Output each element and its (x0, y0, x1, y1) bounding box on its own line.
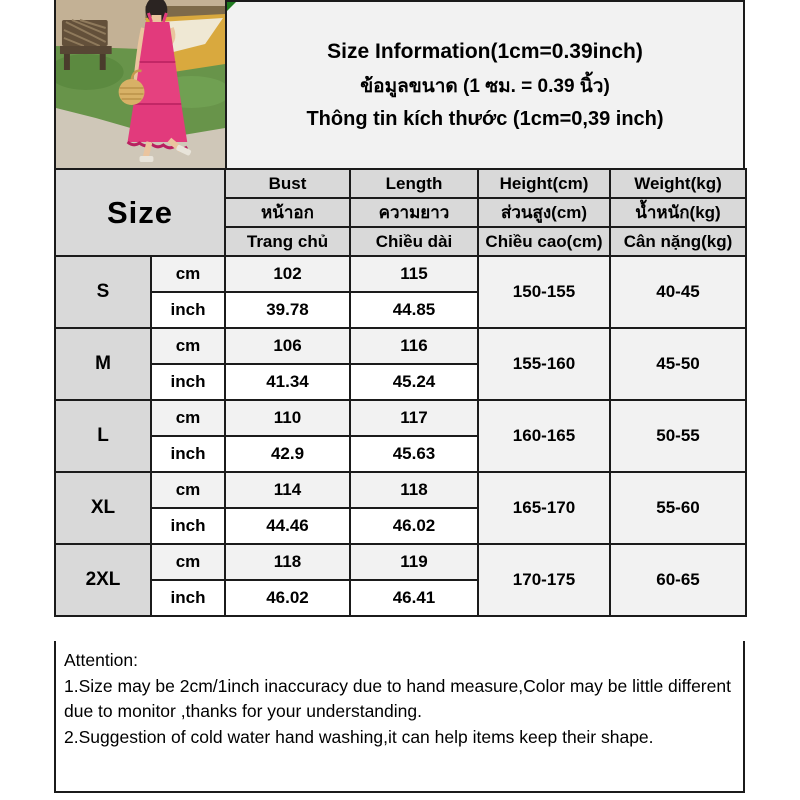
title-vietnamese: Thông tin kích thước (1cm=0,39 inch) (306, 107, 664, 130)
col-weight-vi: Cân nặng(kg) (610, 227, 746, 256)
unit-cm-label: cm (151, 328, 225, 364)
height-2xl: 170-175 (478, 544, 610, 616)
col-length-th: ความยาว (350, 198, 478, 227)
row-m-cm (55, 328, 746, 364)
row-xl-cm (55, 472, 746, 508)
length-inch-s: 44.85 (350, 292, 478, 328)
col-bust-en: Bust (225, 169, 350, 198)
height-xl: 165-170 (478, 472, 610, 544)
unit-cm-label: cm (151, 256, 225, 292)
col-length-vi: Chiều dài (350, 227, 478, 256)
unit-inch-label: inch (151, 292, 225, 328)
size-cell-m: M (55, 328, 151, 400)
col-bust-th: หน้าอก (225, 198, 350, 227)
attention-note (54, 641, 745, 793)
height-l: 160-165 (478, 400, 610, 472)
unit-inch-label: inch (151, 580, 225, 616)
bust-inch-s: 39.78 (225, 292, 350, 328)
bust-cm-2xl: 118 (225, 544, 350, 580)
bust-cm-s: 102 (225, 256, 350, 292)
size-table (54, 168, 747, 617)
attention-heading: Attention: (64, 650, 138, 670)
unit-inch-label: inch (151, 436, 225, 472)
bust-inch-l: 42.9 (225, 436, 350, 472)
bust-inch-2xl: 46.02 (225, 580, 350, 616)
weight-2xl: 60-65 (610, 544, 746, 616)
col-height-vi: Chiều cao(cm) (478, 227, 610, 256)
length-cm-m: 116 (350, 328, 478, 364)
title-english: Size Information(1cm=0.39inch) (327, 39, 643, 63)
size-cell-2xl: 2XL (55, 544, 151, 616)
length-cm-2xl: 119 (350, 544, 478, 580)
col-height-th: ส่วนสูง(cm) (478, 198, 610, 227)
weight-xl: 55-60 (610, 472, 746, 544)
attention-line-2: 2.Suggestion of cold water hand washing,it can help items keep their shape. (64, 726, 654, 747)
size-header: Size (55, 169, 225, 256)
col-weight-th: น้ำหนัก(kg) (610, 198, 746, 227)
model-in-pink-dress-illustration (56, 0, 225, 168)
row-s-cm (55, 256, 746, 292)
title-thai: ข้อมูลขนาด (1 ซม. = 0.39 นิ้ว) (360, 75, 610, 97)
size-cell-s: S (55, 256, 151, 328)
length-inch-2xl: 46.41 (350, 580, 478, 616)
attention-line-1: 1.Size may be 2cm/1inch inaccuracy due to hand measure,Color may be little different due to monitor ,thanks for your understanding. (64, 675, 731, 721)
size-cell-l: L (55, 400, 151, 472)
size-cell-xl: XL (55, 472, 151, 544)
bust-cm-xl: 114 (225, 472, 350, 508)
weight-l: 50-55 (610, 400, 746, 472)
length-cm-xl: 118 (350, 472, 478, 508)
header-row-en (55, 169, 746, 198)
comment-marker-icon (227, 2, 236, 11)
length-inch-m: 45.24 (350, 364, 478, 400)
length-inch-l: 45.63 (350, 436, 478, 472)
weight-m: 45-50 (610, 328, 746, 400)
height-m: 155-160 (478, 328, 610, 400)
product-photo (54, 0, 225, 168)
bust-cm-l: 110 (225, 400, 350, 436)
bust-inch-xl: 44.46 (225, 508, 350, 544)
unit-cm-label: cm (151, 472, 225, 508)
col-bust-vi: Trang chủ (225, 227, 350, 256)
sandal (140, 156, 154, 162)
leg (145, 142, 149, 158)
bust-cm-m: 106 (225, 328, 350, 364)
length-cm-l: 117 (350, 400, 478, 436)
unit-cm-label: cm (151, 544, 225, 580)
col-length-en: Length (350, 169, 478, 198)
title-block (225, 0, 745, 168)
col-weight-en: Weight(kg) (610, 169, 746, 198)
weight-s: 40-45 (610, 256, 746, 328)
length-inch-xl: 46.02 (350, 508, 478, 544)
unit-cm-label: cm (151, 400, 225, 436)
bust-inch-m: 41.34 (225, 364, 350, 400)
row-2xl-cm (55, 544, 746, 580)
unit-inch-label: inch (151, 508, 225, 544)
size-chart-sheet (54, 0, 745, 793)
row-l-cm (55, 400, 746, 436)
length-cm-s: 115 (350, 256, 478, 292)
unit-inch-label: inch (151, 364, 225, 400)
col-height-en: Height(cm) (478, 169, 610, 198)
height-s: 150-155 (478, 256, 610, 328)
